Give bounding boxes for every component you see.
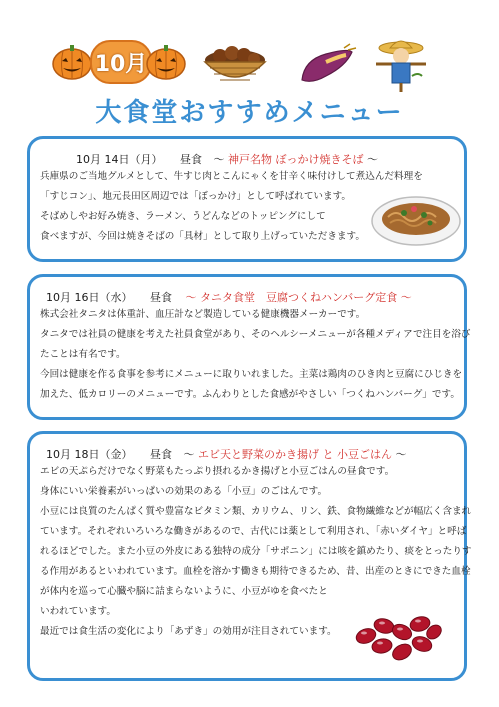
menu-meal: 昼食 — [180, 153, 202, 166]
menu-heading — [76, 151, 378, 167]
description-line: 小豆には良質のたんぱく質や豊富なビタミン類、カリウム、リン、鉄、食物繊維などが幅広く含まれ — [40, 506, 472, 517]
tilde: ～ — [213, 153, 225, 166]
description-line: 今回は健康を作る食事を参考にメニューに取りいれました。主菜は鶏肉のひき肉と豆腐にひじきを — [40, 369, 463, 380]
menu-description — [40, 167, 423, 247]
yakisoba-plate-icon — [370, 187, 462, 249]
description-line: たことは有名です。 — [40, 349, 126, 360]
menu-card-oct16 — [27, 274, 471, 420]
menu-meal: 昼食 — [150, 448, 172, 461]
description-line: そばめしやお好み焼き、ラーメン、うどんなどのトッピングにして — [40, 211, 326, 222]
description-line: タニタでは社員の健康を考えた社員食堂があり、そのヘルシーメニューが各種メディアで注目を浴び — [40, 329, 471, 340]
tilde: ～ — [183, 448, 195, 461]
description-line: 株式会社タニタは体重計、血圧計など製造している健康機器メーカーです。 — [40, 309, 366, 320]
month-badge: 10月 — [90, 40, 152, 84]
description-line: 兵庫県のご当地グルメとして、牛すじ肉とこんにゃくを甘辛く味付けして煮込んだ料理を — [40, 171, 423, 182]
menu-date: 10月 18日（金） — [46, 448, 133, 461]
tilde: ～ — [185, 291, 197, 304]
menu-heading — [46, 289, 412, 305]
menu-description — [40, 305, 471, 405]
sweet-potato-icon — [296, 42, 358, 88]
description-line: る作用があるといわれています。血栓を溶かす働きも期待できるため、昔、出産のときにできた血栓 — [40, 566, 471, 577]
description-line: 食べますが、今回は焼きそばの「具材」として取り上げっていただきます。 — [40, 231, 365, 242]
scarecrow-icon — [372, 36, 430, 92]
page-title: 大食堂おすすめメニュー — [95, 98, 404, 128]
description-line: エビの天ぷらだけでなく野菜もたっぷり摂れるかき揚げと小豆ごはんの昼食です。 — [40, 466, 395, 477]
pumpkin-icon — [146, 44, 186, 80]
menu-dish: エビ天と野菜のかき揚げ と 小豆ごはん — [198, 448, 392, 461]
description-line: 加えた、低カロリーのメニューです。ふんわりとした食感がやさしい「つくねハンバーグ」です。 — [40, 389, 460, 400]
menu-heading — [46, 446, 407, 462]
menu-dish: 神戸名物 ぼっかけ焼きそば — [228, 153, 364, 166]
description-line: ています。それぞれいろいろな働きがあるので、古代には薬として利用され、「赤いダイヤ」と呼ば — [40, 526, 467, 537]
pumpkin-icon — [52, 44, 92, 80]
description-line: いわれています。 — [40, 606, 116, 617]
description-line: 最近では食生活の変化により「あずき」の効用が注目されています。 — [40, 626, 337, 637]
chestnut-basket-icon — [200, 40, 270, 88]
menu-date: 10月 14日（月） — [76, 153, 163, 166]
description-line: が体内を巡って心臓や脳に詰まらないように、小豆がゆを食べたと — [40, 586, 328, 597]
tilde: ～ — [367, 153, 378, 166]
azuki-beans-icon — [352, 602, 444, 664]
menu-card-oct14 — [27, 136, 467, 262]
menu-dish: タニタ食堂 豆腐つくねハンバーグ定食 — [200, 291, 398, 304]
description-line: 「すじコン」、地元長田区周辺では「ぼっかけ」として呼ばれています。 — [40, 191, 352, 202]
description-line: 身体にいい栄養素がいっぱいの効果のある「小豆」のごはんです。 — [40, 486, 328, 497]
description-line: れるほどでした。また小豆の外皮にある独特の成分「サポニン」には咳を鎮めたり、痰をとったりす — [40, 546, 472, 557]
tilde: ～ — [395, 448, 407, 461]
page-header — [0, 0, 499, 130]
menu-card-oct18 — [27, 431, 472, 681]
menu-meal: 昼食 — [150, 291, 172, 304]
tilde: ～ — [400, 291, 412, 304]
menu-date: 10月 16日（水） — [46, 291, 133, 304]
